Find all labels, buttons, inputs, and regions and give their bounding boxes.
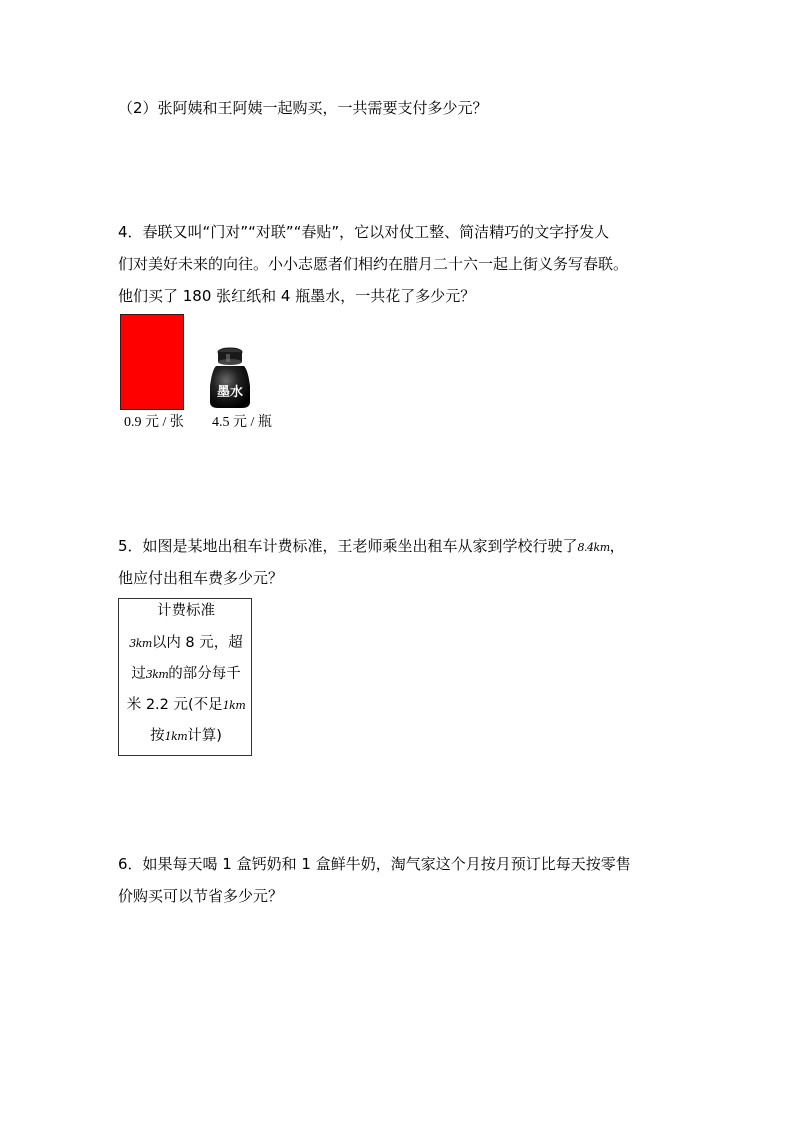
fare-standard-box: [118, 598, 252, 756]
fare-line-4: 米 2.2 元(不足1km: [126, 697, 246, 713]
ink-price: 4.5 元 / 瓶: [212, 415, 272, 430]
ink-label: 墨水: [216, 385, 244, 400]
red-paper-price: 0.9 元 / 张: [124, 415, 184, 430]
fare-line-2: 3km以内 8 元，超: [129, 635, 243, 651]
distance-unit: km: [593, 541, 610, 554]
fare-line-3: 过3km的部分每千: [131, 666, 241, 682]
question-4-line-3: 他们买了 180 张红纸和 4 瓶墨水，一共花了多少元？: [118, 287, 476, 305]
fare-line-5: 按1km计算): [150, 728, 222, 744]
fare-title: 计费标准: [157, 603, 215, 619]
red-paper-image: [120, 314, 184, 410]
ink-bottle-image: [206, 346, 254, 410]
distance-value: 8.4: [577, 541, 594, 554]
question-4-line-1: 4．春联又叫“门对”“对联”“春贴”，它以对仗工整、简洁精巧的文字抒发人: [118, 223, 610, 241]
question-5-punct: ，: [609, 537, 625, 555]
question-6-line-2: 价购买可以节省多少元？: [118, 887, 284, 905]
question-6-line-1: 6．如果每天喝 1 盒钙奶和 1 盒鲜牛奶，淘气家这个月按月预订比每天按零售: [118, 855, 631, 873]
question-5-text: 5．如图是某地出租车计费标准，王老师乘坐出租车从家到学校行驶了: [118, 537, 578, 555]
question-5-line-1: [118, 536, 625, 558]
question-3-part-2: （2）张阿姨和王阿姨一起购买，一共需要支付多少元？: [118, 99, 488, 117]
question-4-line-2: 们对美好未来的向往。小小志愿者们相约在腊月二十六一起上街义务写春联。: [118, 255, 629, 273]
question-5-line-2: 他应付出租车费多少元？: [118, 569, 284, 587]
